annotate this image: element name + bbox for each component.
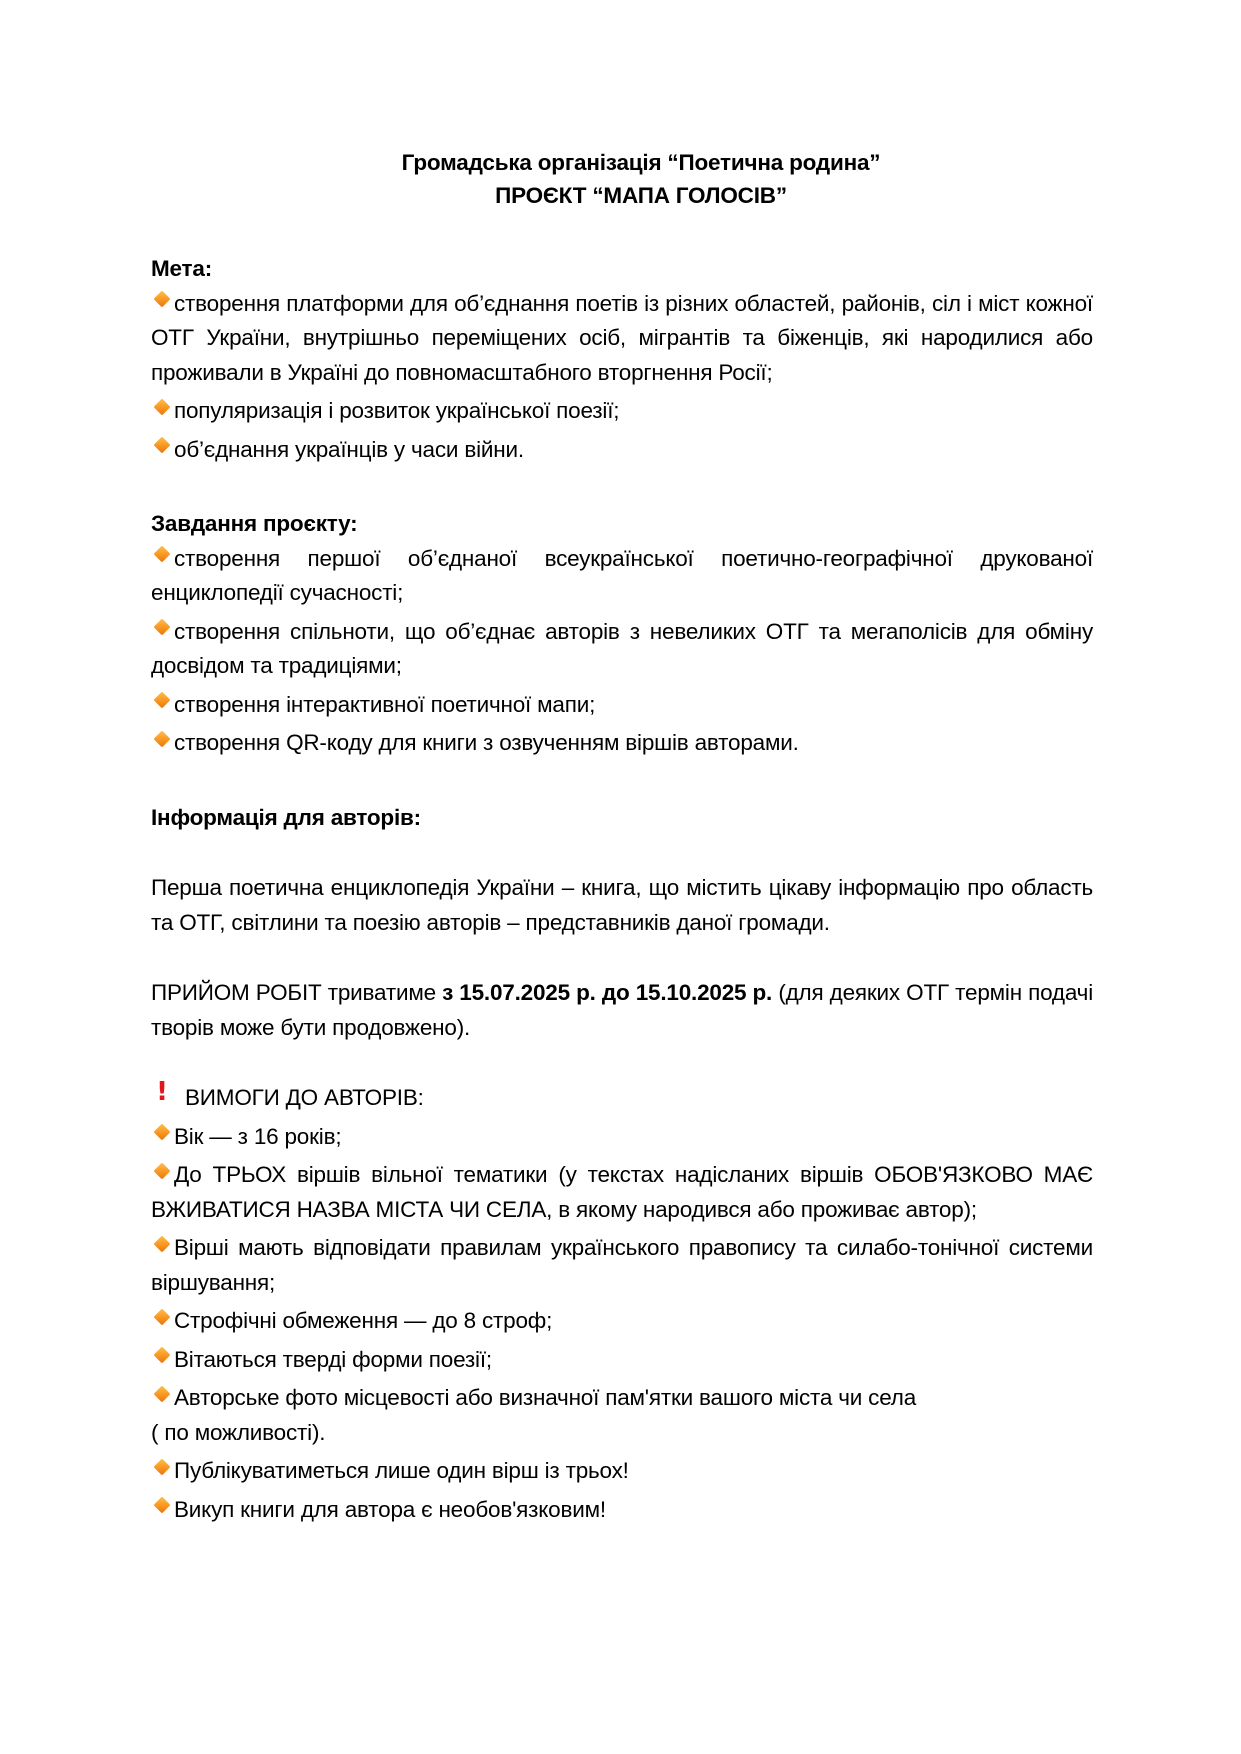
list-item: створення інтерактивної поетичної мапи; [151,688,1093,723]
document-title [189,146,1093,212]
list-item: створення платформи для об’єднання поетів із різних областей, районів, сіл і міст кожної ОТГ України, внутрішньо переміщених осіб, мігрантів та біженців, які народилися або проживали в Україні до повномасштабного вторгнення Росії; [151,290,1093,385]
list-item: Авторське фото місцевості або визначної пам'ятки вашого міста чи села ( по можливості). [151,1385,917,1445]
list-item: До ТРЬОХ віршів вільної тематики (у текстах надісланих віршів ОБОВ'ЯЗКОВО МАЄ ВЖИВАТИСЯ НАЗВА МІСТА ЧИ СЕЛА, в якому народився або проживає автор); [151,1162,1093,1222]
tasks-list [151,542,1093,761]
orange-diamond-icon [154,692,169,707]
encyclopedia-description: Перша поетична енциклопедія України – книга, що містить цікаву інформацію про область та ОТГ, світлини та поезію авторів – представників даної громади. [151,875,1093,935]
list-item: створення спільноти, що об’єднає авторів з невеликих ОТГ та мегаполісів для обміну досвідом та традиціями; [151,618,1093,678]
submission-dates: з 15.07.2025 р. до 15.10.2025 р. [442,980,773,1005]
list-item: створення першої об’єднаної всеукраїнської поетично-географічної друкованої енциклопедії сучасності; [151,545,1093,605]
list-item: Строфічні обмеження — до 8 строф; [151,1304,1093,1339]
document-page [151,146,1093,1531]
orange-diamond-icon [154,1347,169,1362]
list-item: Вітаються тверді форми поезії; [151,1343,1093,1378]
requirements-section [151,1077,1093,1527]
list-item: Викуп книги для автора є необов'язковим! [151,1493,1093,1528]
tasks-heading: Завдання проєкту: [151,511,358,536]
list-item: популяризація і розвиток української поезії; [151,394,1093,429]
goal-section [151,252,1093,467]
info-heading: Інформація для авторів: [151,804,421,830]
organization-title: Громадська організація “Поетична родина” [401,150,881,175]
red-exclamation-icon: ! [156,1077,168,1107]
tasks-section [151,507,1093,761]
requirements-heading: ! ВИМОГИ ДО АВТОРІВ: [156,1077,424,1110]
goal-heading: Мета: [151,256,212,281]
orange-diamond-icon [154,1459,169,1474]
orange-diamond-icon [154,1309,169,1324]
requirements-list [151,1120,1093,1528]
goal-list [151,287,1093,468]
project-title: ПРОЄКТ “МАПА ГОЛОСІВ” [495,183,787,208]
orange-diamond-icon [154,1497,169,1512]
submission-period: ПРИЙОМ РОБІТ триватиме з 15.07.2025 р. до 15.10.2025 р. (для деяких ОТГ термін подачі творів може бути продовжено). [151,980,1094,1040]
orange-diamond-icon [154,546,169,561]
list-item: створення QR-коду для книги з озвученням віршів авторами. [151,726,1093,761]
list-item: об’єднання українців у часи війни. [151,433,1093,468]
orange-diamond-icon [154,399,169,414]
orange-diamond-icon [154,1124,169,1139]
orange-diamond-icon [154,437,169,452]
list-item: Публікуватиметься лише один вірш із трьох! [151,1454,1093,1489]
orange-diamond-icon [154,1163,169,1178]
info-section [151,801,1093,1046]
orange-diamond-icon [154,1386,169,1401]
orange-diamond-icon [154,1236,169,1251]
orange-diamond-icon [154,291,169,306]
list-item: Вік — з 16 років; [151,1120,1093,1155]
list-item: Вірші мають відповідати правилам українського правопису та силабо-тонічної системи віршування; [151,1235,1093,1295]
orange-diamond-icon [154,619,169,634]
orange-diamond-icon [154,731,169,746]
photo-note: ( по можливості). [151,1419,326,1445]
